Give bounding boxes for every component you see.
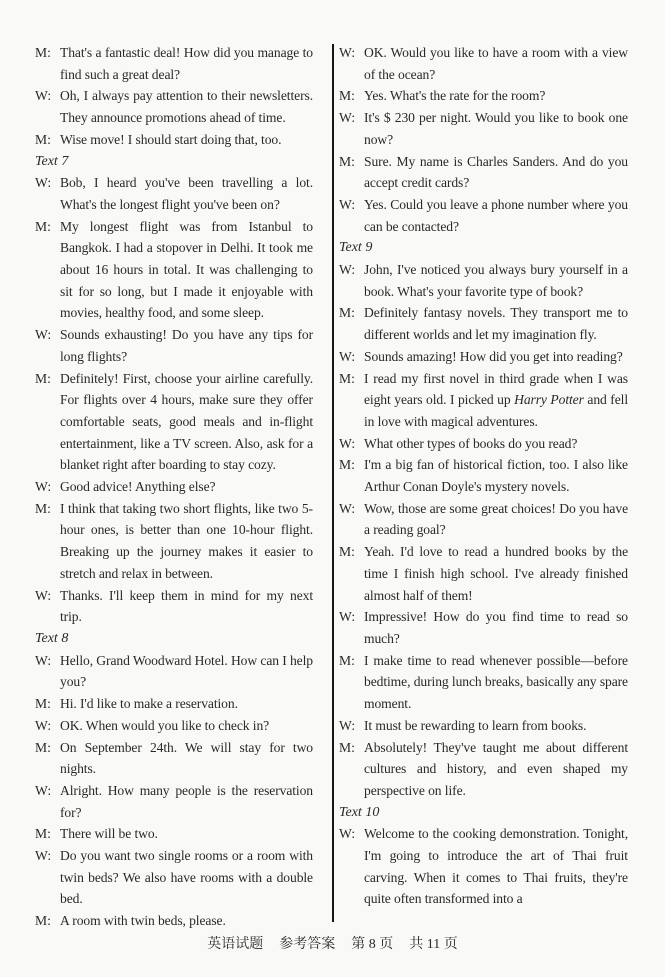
dialogue-line <box>35 715 313 737</box>
speaker-label: M: <box>339 153 355 169</box>
dialogue-line <box>339 606 628 649</box>
dialogue-text: That's a fantastic deal! How did you manage to find such a great deal? <box>60 45 313 82</box>
dialogue-line <box>35 737 313 780</box>
speaker-label: W: <box>35 717 52 733</box>
dialogue-text: and fell in love with magical adventures. <box>364 392 628 429</box>
dialogue-text: Wow, those are some great choices! Do you have a reading goal? <box>364 500 628 538</box>
footer-total-pages: 共 11 页 <box>409 937 458 952</box>
speaker-label: W: <box>35 848 52 864</box>
speaker-label: M: <box>35 826 51 842</box>
dialogue-text: I make time to read whenever possible—before bedtime, during lunch breaks, basically any spare moment. <box>364 652 628 712</box>
speaker-label: W: <box>35 175 52 191</box>
dialogue-line <box>35 42 313 85</box>
speaker-label: M: <box>35 739 51 755</box>
speaker-label: W: <box>35 587 52 603</box>
speaker-label: W: <box>339 262 356 278</box>
dialogue-line <box>339 650 628 715</box>
dialogue-line <box>35 172 313 215</box>
speaker-label: W: <box>339 826 356 842</box>
speaker-label: M: <box>339 544 355 560</box>
dialogue-line <box>339 151 628 194</box>
dialogue-line <box>339 541 628 606</box>
column-divider-rule <box>332 44 334 922</box>
speaker-label: M: <box>35 500 51 516</box>
dialogue-line <box>35 216 313 325</box>
speaker-label: M: <box>35 218 51 234</box>
dialogue-line <box>35 823 313 845</box>
dialogue-text: My longest flight was from Istanbul to Bangkok. I had a stopover in Delhi. It took me about 16 hours in total. It was challenging to sit for so long, but I made it enjoyable with movies, healthy food, and some sleep. <box>60 218 313 321</box>
dialogue-text: Hi. I'd like to make a reservation. <box>60 696 238 712</box>
speaker-label: M: <box>339 305 355 321</box>
book-title-italic: Harry Potter <box>514 392 584 408</box>
dialogue-text: Wise move! I should start doing that, too. <box>60 131 282 147</box>
speaker-label: W: <box>339 45 356 60</box>
speaker-label: W: <box>35 782 52 798</box>
speaker-label: M: <box>339 88 355 104</box>
speaker-label: M: <box>339 739 355 755</box>
dialogue-text: Sure. My name is Charles Sanders. And do you accept credit cards? <box>364 153 628 191</box>
page-footer <box>0 933 665 953</box>
dialogue-text: Absolutely! They've taught me about different cultures and history, and even shaped my perspective on life. <box>364 739 628 798</box>
text-section-heading: Text 10 <box>339 804 380 820</box>
dialogue-line <box>35 85 313 128</box>
dialogue-text: Thanks. I'll keep them in mind for my next trip. <box>60 587 313 625</box>
left-text-column <box>35 42 313 932</box>
dialogue-line <box>35 368 313 477</box>
right-text-column <box>339 42 628 910</box>
dialogue-text: John, I've noticed you always bury yourself in a book. What's your favorite type of book? <box>364 262 628 299</box>
speaker-label: W: <box>35 327 52 343</box>
dialogue-line <box>35 650 313 693</box>
dialogue-text: Alright. How many people is the reservation for? <box>60 782 313 820</box>
footer-page-number: 第 8 页 <box>351 937 394 952</box>
dialogue-text: Definitely! First, choose your airline carefully. For flights over 4 hours, make sure they offer comfortable seats, good meals and in-flight entertainment, like a TV screen. Also, ask for a blanket right after boarding to stay cozy. <box>60 370 313 473</box>
dialogue-line <box>339 259 628 302</box>
speaker-label: W: <box>339 435 356 451</box>
dialogue-text: It's $ 230 per night. Would you like to book one now? <box>364 110 628 147</box>
dialogue-text: Impressive! How do you find time to read so much? <box>364 609 628 646</box>
dialogue-text: OK. Would you like to have a room with a view of the ocean? <box>364 45 628 82</box>
speaker-label: W: <box>339 196 356 212</box>
footer-section-label: 参考答案 <box>279 937 336 952</box>
speaker-label: W: <box>339 348 356 364</box>
dialogue-text: I'm a big fan of historical fiction, too. I also like Arthur Conan Doyle's mystery novels. <box>364 457 628 495</box>
text-section-heading: Text 7 <box>35 153 69 169</box>
dialogue-text: Welcome to the cooking demonstration. Tonight, I'm going to introduce the art of Thai fruit carving. When it comes to Thai fruits, they're quite often transformed into a <box>364 826 628 907</box>
dialogue-line <box>339 368 628 433</box>
dialogue-line <box>339 302 628 345</box>
speaker-label: M: <box>339 370 355 386</box>
dialogue-text: Good advice! Anything else? <box>60 479 216 495</box>
dialogue-text: It must be rewarding to learn from books. <box>364 717 587 733</box>
dialogue-line <box>35 324 313 367</box>
dialogue-text: Do you want two single rooms or a room with twin beds? We also have rooms with a double bed. <box>60 848 313 907</box>
dialogue-line <box>35 910 313 932</box>
dialogue-text: Sounds amazing! How did you get into reading? <box>364 348 623 364</box>
speaker-label: W: <box>339 717 356 733</box>
dialogue-text: Definitely fantasy novels. They transport me to different worlds and let my imagination fly. <box>364 305 628 343</box>
dialogue-text: Yes. What's the rate for the room? <box>364 88 546 104</box>
dialogue-line <box>339 454 628 497</box>
dialogue-line <box>339 823 628 910</box>
speaker-label: M: <box>35 913 51 929</box>
dialogue-text: OK. When would you like to check in? <box>60 717 270 733</box>
speaker-label: W: <box>35 88 52 104</box>
dialogue-line <box>339 42 628 85</box>
dialogue-text: On September 24th. We will stay for two nights. <box>60 739 313 777</box>
dialogue-text: There will be two. <box>60 826 158 842</box>
dialogue-text: What other types of books do you read? <box>364 435 578 451</box>
footer-exam-title: 英语试题 <box>207 937 264 952</box>
dialogue-text: I think that taking two short flights, like two 5-hour ones, is better than one 10-hour flight. Breaking up the journey makes it easier to stretch and relax in between. <box>60 500 313 581</box>
speaker-label: W: <box>35 479 52 495</box>
speaker-label: M: <box>35 370 51 386</box>
dialogue-line <box>35 585 313 628</box>
dialogue-line <box>339 85 628 107</box>
dialogue-line <box>35 129 313 151</box>
dialogue-line <box>35 498 313 585</box>
dialogue-line <box>339 737 628 802</box>
dialogue-text: Yeah. I'd love to read a hundred books by the time I finish high school. I've already finished almost half of them! <box>364 544 628 603</box>
dialogue-text: A room with twin beds, please. <box>60 913 226 929</box>
speaker-label: W: <box>339 609 356 625</box>
dialogue-line <box>35 845 313 910</box>
text-section-heading: Text 9 <box>339 240 373 256</box>
dialogue-text: Sounds exhausting! Do you have any tips for long flights? <box>60 327 313 364</box>
text-section-heading: Text 8 <box>35 630 69 646</box>
dialogue-text: I read my first novel in third grade when I was eight years old. I picked up <box>364 370 628 408</box>
speaker-label: W: <box>35 652 52 668</box>
speaker-label: M: <box>35 696 51 712</box>
speaker-label: M: <box>339 652 355 668</box>
dialogue-line <box>35 693 313 715</box>
dialogue-line <box>339 498 628 541</box>
dialogue-text: Bob, I heard you've been travelling a lot. What's the longest flight you've been on? <box>60 175 313 212</box>
dialogue-line <box>339 715 628 737</box>
dialogue-line <box>339 194 628 237</box>
speaker-label: M: <box>35 131 51 147</box>
speaker-label: W: <box>339 110 356 126</box>
dialogue-line <box>35 476 313 498</box>
speaker-label: M: <box>35 45 51 60</box>
dialogue-line <box>339 107 628 150</box>
dialogue-line <box>339 433 628 455</box>
speaker-label: W: <box>339 500 356 516</box>
dialogue-line <box>339 346 628 368</box>
dialogue-line <box>35 780 313 823</box>
speaker-label: M: <box>339 457 355 473</box>
dialogue-text: Hello, Grand Woodward Hotel. How can I help you? <box>60 652 313 690</box>
dialogue-text: Yes. Could you leave a phone number where you can be contacted? <box>364 196 628 234</box>
dialogue-text: Oh, I always pay attention to their newsletters. They announce promotions ahead of time. <box>60 88 313 126</box>
